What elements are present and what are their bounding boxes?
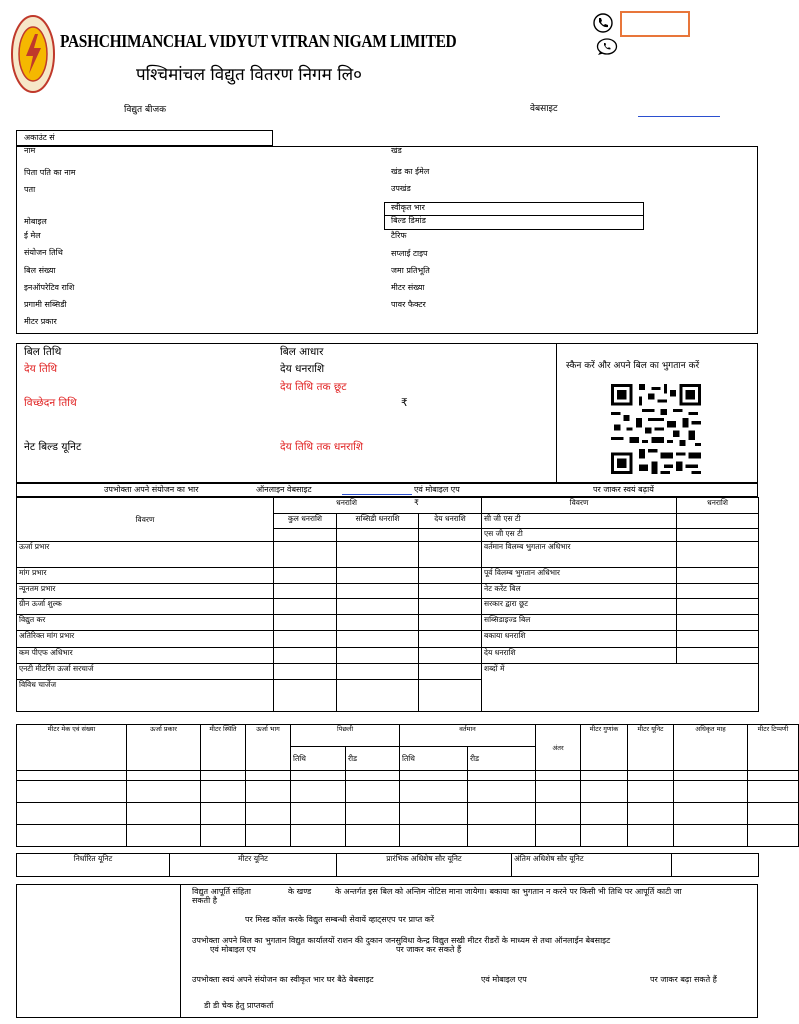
cell [748, 825, 799, 847]
notice-1c: के अन्तर्गत इस बिल को अन्तिम नोटिस माना जायेगा। बकाया का भुगतान न करने पर किसी भी तिथि पर आपूर्ति काटी जा [335, 887, 682, 896]
col-payable-amount: देय धनराशि [419, 514, 482, 529]
notice-4b: एवं मोबाइल एप [481, 975, 527, 984]
meter-col-previous: पिछली [291, 725, 400, 747]
cell [536, 803, 581, 825]
notice-4a: उपभोक्ता स्वयं अपने संयोजन का स्वीकृत भार घर बैठे बेबसाइट [192, 975, 374, 984]
bill-number-label: बिल संख्या [24, 266, 56, 275]
meter-col-units: मीटर यूनिट [628, 725, 674, 771]
mobile-label: मोबाइल [24, 217, 47, 226]
cell [468, 771, 536, 781]
cell [201, 803, 246, 825]
cell [337, 630, 419, 647]
meter-col-make: मीटर मेक एवं संख्या [17, 725, 127, 771]
cell [677, 614, 759, 630]
inoperative-amount-label: इनऑपरेटिव राशि [24, 283, 75, 292]
cell [581, 771, 628, 781]
cell [246, 781, 291, 803]
amount-in-words: शब्दों में [482, 664, 759, 712]
division-email-label: खंड का ईमेल [391, 167, 430, 176]
sanctioned-load-label: स्वीकृत भार [391, 203, 425, 212]
cell [419, 614, 482, 630]
summary-divider [556, 343, 557, 483]
cell [127, 771, 201, 781]
company-logo [11, 14, 55, 94]
cell [127, 781, 201, 803]
cell [337, 584, 419, 599]
notice-3a: उपभोक्ता अपने बिल का भुगतान विद्युत कार्यालयों राशन की दुकान जनसुविधा केन्द्र विद्युत सखी मीटर रीडरों के माध्यम से तथा ऑनलाईन बेबसाइट [192, 936, 611, 945]
cell [337, 680, 419, 712]
charges-header-description: विवरण [17, 498, 274, 542]
bill-date-label: बिल तिथि [24, 346, 62, 358]
meter-number-label: मीटर संख्या [391, 283, 425, 292]
cell [674, 781, 748, 803]
col-subsidy-amount: सब्सिडी धनराशि [337, 514, 419, 529]
cell [419, 648, 482, 664]
cell [337, 567, 419, 583]
cell [628, 771, 674, 781]
tax-row-subsidised-bill: सब्सिडाइज्ड बिल [482, 614, 677, 630]
account-number-label: अकाउंट सं [24, 133, 55, 142]
meter-col-remark: मीटर टिप्पणी [748, 725, 799, 771]
final-solar-units-text: अंतिम अधिशेष सौर यूनिट [514, 854, 584, 863]
connection-date-label: संयोजन तिथि [24, 248, 63, 257]
whatsapp-icon [596, 38, 618, 56]
cell [748, 781, 799, 803]
meter-col-multiplier: मीटर गुणांक [581, 725, 628, 771]
meter-units-label: मीटर यूनिट [170, 854, 337, 877]
previous-date: तिथि [291, 747, 346, 771]
current-date: तिथि [400, 747, 468, 771]
notice-5: डी डी चेक हेतु प्राप्तकर्ता [204, 1001, 274, 1010]
previous-read: रीड [346, 747, 400, 771]
tax-row-current-lps: वर्तमान विलम्ब भुगतान अधिभार [482, 541, 677, 567]
notice-2: पर मिस्ड कॉल करके विद्युत सम्बन्धी सेवायें व्हाट्सएप पर प्राप्त करें [245, 915, 435, 924]
cell [400, 803, 468, 825]
cell [419, 529, 482, 541]
cell [674, 825, 748, 847]
tax-row-arrears: बकाया धनराशि [482, 630, 677, 647]
cell [337, 664, 419, 680]
charges-header-rupee: ₹ [414, 498, 419, 507]
cell [274, 614, 337, 630]
cell [201, 825, 246, 847]
notices-box [16, 884, 758, 1018]
cell [677, 599, 759, 614]
meter-col-energy-type: ऊर्जा प्रकार [127, 725, 201, 771]
scan-pay-text: स्कैन करें और अपने बिल का भुगतान करें [566, 361, 700, 371]
cell [337, 614, 419, 630]
cell [400, 825, 468, 847]
meter-type-label: मीटर प्रकार [24, 317, 57, 326]
cell [17, 781, 127, 803]
cell [419, 630, 482, 647]
phone-icon [593, 13, 613, 33]
cell [628, 825, 674, 847]
tax-row-cgst-value [677, 514, 759, 529]
cell [468, 803, 536, 825]
current-read: रीड [468, 747, 536, 771]
load-text-part4: पर जाकर स्वयं बढ़ायें [593, 485, 654, 494]
charge-row-net-metering: एनटी मीटरिंग ऊर्जा सरचार्ज [17, 664, 274, 680]
cell [274, 680, 337, 712]
due-date-label: देय तिथि [24, 363, 58, 375]
col-total-amount: कुल धनराशि [274, 514, 337, 529]
cell [291, 781, 346, 803]
bill-basis-label: बिल आधार [280, 346, 324, 358]
cell [127, 825, 201, 847]
final-solar-units-label [514, 854, 759, 877]
cell [246, 825, 291, 847]
notice-1d: सकती है [192, 896, 217, 905]
cell [17, 771, 127, 781]
load-text-part1: उपभोक्ता अपने संयोजन का भार [104, 485, 199, 494]
tariff-label: टैरिफ [391, 231, 407, 240]
cell [17, 825, 127, 847]
online-website-link[interactable] [342, 494, 412, 495]
company-name-en: PASHCHIMANCHAL VIDYUT VITRAN NIGAM LIMITED [60, 31, 457, 51]
rebate-till-due-label: देय तिथि तक छूट [280, 381, 347, 393]
email-label: ई मेल [24, 231, 41, 240]
cell [536, 781, 581, 803]
cell [274, 664, 337, 680]
initial-solar-units-label: प्रारंभिक अधिशेष सौर यूनिट [337, 854, 512, 877]
cell [346, 803, 400, 825]
charge-row-minimum: न्यूनतम प्रभार [17, 584, 274, 599]
cell [628, 781, 674, 803]
cell [274, 648, 337, 664]
notices-divider [180, 884, 181, 1018]
phone-number-box [620, 11, 690, 37]
cell [274, 567, 337, 583]
account-number-box [16, 130, 273, 146]
cell [468, 825, 536, 847]
charge-row-electricity-duty: विद्युत कर [17, 614, 274, 630]
power-factor-label: पावर फैक्टर [391, 300, 426, 309]
cell [274, 599, 337, 614]
meter-col-status: मीटर स्थिति [201, 725, 246, 771]
cell [628, 803, 674, 825]
amount-till-due-label: देय तिथि तक धनराशि [280, 441, 364, 453]
meter-reading-table [16, 724, 799, 847]
charge-row-excess-demand: अतिरिक्त मांग प्रभार [17, 630, 274, 647]
meter-col-difference: अंतर [536, 725, 581, 771]
notice-1b: के खण्ड [288, 887, 312, 896]
charges-header-amount [274, 498, 482, 514]
cell [677, 630, 759, 647]
cell [536, 771, 581, 781]
cell [400, 781, 468, 803]
address-label: पता [24, 185, 36, 194]
cell [337, 529, 419, 541]
units-summary-table [16, 853, 759, 877]
tax-row-sgst: एस जी एस टी [482, 529, 677, 541]
tax-row-previous-lps: पूर्व विलम्ब भुगतान अधिभार [482, 567, 677, 583]
subdivision-label: उपखंड [391, 184, 411, 193]
cell [291, 825, 346, 847]
charges-header-amount-text: धनराशि [336, 498, 357, 507]
cell [400, 771, 468, 781]
father-husband-name-label: पिता पति का नाम [24, 168, 76, 177]
tax-row-payable: देय धनराशि [482, 648, 677, 664]
qr-code[interactable] [609, 384, 703, 474]
notice-3c: पर जाकर कर सकते हैं [396, 945, 462, 954]
charge-row-energy: ऊर्जा प्रभार [17, 541, 274, 567]
cell [677, 541, 759, 567]
cell [419, 599, 482, 614]
notice-3b: एवं मोबाइल एप [210, 945, 256, 954]
cell [677, 648, 759, 664]
load-text-part2: ऑनलाइन वेबसाइट [256, 485, 312, 494]
supply-type-label: सप्लाई टाइप [391, 249, 428, 258]
tax-row-net-current-bill: नेट करेंट बिल [482, 584, 677, 599]
assessed-units-label: निर्धारित यूनिट [17, 854, 170, 877]
cell [581, 825, 628, 847]
cell [346, 825, 400, 847]
cell [419, 584, 482, 599]
due-amount-label: देय धनराशि [280, 363, 325, 375]
website-label: वेबसाइट [530, 104, 558, 114]
cell [337, 541, 419, 567]
charge-row-green-energy: ग्रीन ऊर्जा शुल्क [17, 599, 274, 614]
cell [274, 541, 337, 567]
cell [346, 781, 400, 803]
consumer-details-box [16, 146, 758, 334]
cell [674, 771, 748, 781]
cell [419, 680, 482, 712]
cell [291, 803, 346, 825]
company-name-hi: पश्चिमांचल विद्युत वितरण निगम लि० [136, 65, 362, 85]
tax-row-cgst: सी जी एस टी [482, 514, 677, 529]
tax-header-amount: धनराशि [677, 498, 759, 514]
cell [17, 803, 127, 825]
cell [674, 803, 748, 825]
billed-demand-label: बिल्ड डिमांड [391, 216, 426, 225]
division-label: खंड [391, 146, 402, 155]
rupee-symbol: ₹ [401, 397, 408, 409]
cell [274, 584, 337, 599]
cell [274, 630, 337, 647]
security-deposit-label: जमा प्रतिभूति [391, 266, 430, 275]
cell [246, 771, 291, 781]
meter-col-energy-part: ऊर्जा भाग [246, 725, 291, 771]
cell [201, 781, 246, 803]
cell [274, 529, 337, 541]
cell [246, 803, 291, 825]
tax-header-description: विवरण [482, 498, 677, 514]
load-text-part3: एवं मोबाइल एप [414, 485, 460, 494]
cell [748, 803, 799, 825]
cell [127, 803, 201, 825]
notice-4c: पर जाकर बढ़ा सकते हैं [650, 975, 717, 984]
bill-title: विद्युत बीजक [124, 105, 167, 115]
charge-row-misc: विविध चार्जेज [17, 680, 274, 712]
cell [201, 771, 246, 781]
cell [419, 567, 482, 583]
net-billed-units-label: नेट बिल्ड यूनिट [24, 441, 82, 453]
meter-col-authorized-month: अधिकृत माह [674, 725, 748, 771]
name-label: नाम [24, 146, 36, 155]
cell [337, 599, 419, 614]
charges-table [16, 497, 759, 712]
progressive-subsidy-label: प्रगामी सब्सिडी [24, 300, 67, 309]
charge-row-demand: मांग प्रभार [17, 567, 274, 583]
tax-row-govt-rebate: सरकार द्वारा छूट [482, 599, 677, 614]
cell [581, 803, 628, 825]
disconnection-date-label: विच्छेदन तिथि [24, 397, 77, 409]
cell [677, 584, 759, 599]
cell [468, 781, 536, 803]
cell [419, 664, 482, 680]
cell [677, 567, 759, 583]
cell [337, 648, 419, 664]
website-link-blank[interactable] [638, 116, 720, 117]
notice-1a: विद्युत आपूर्ति संहिता [192, 887, 251, 896]
meter-col-current: वर्तमान [400, 725, 536, 747]
cell [346, 771, 400, 781]
cell [419, 541, 482, 567]
cell [291, 771, 346, 781]
cell [536, 825, 581, 847]
cell [581, 781, 628, 803]
tax-row-sgst-value [677, 529, 759, 541]
charge-row-low-pf: कम पीएफ अधिभार [17, 648, 274, 664]
cell [748, 771, 799, 781]
